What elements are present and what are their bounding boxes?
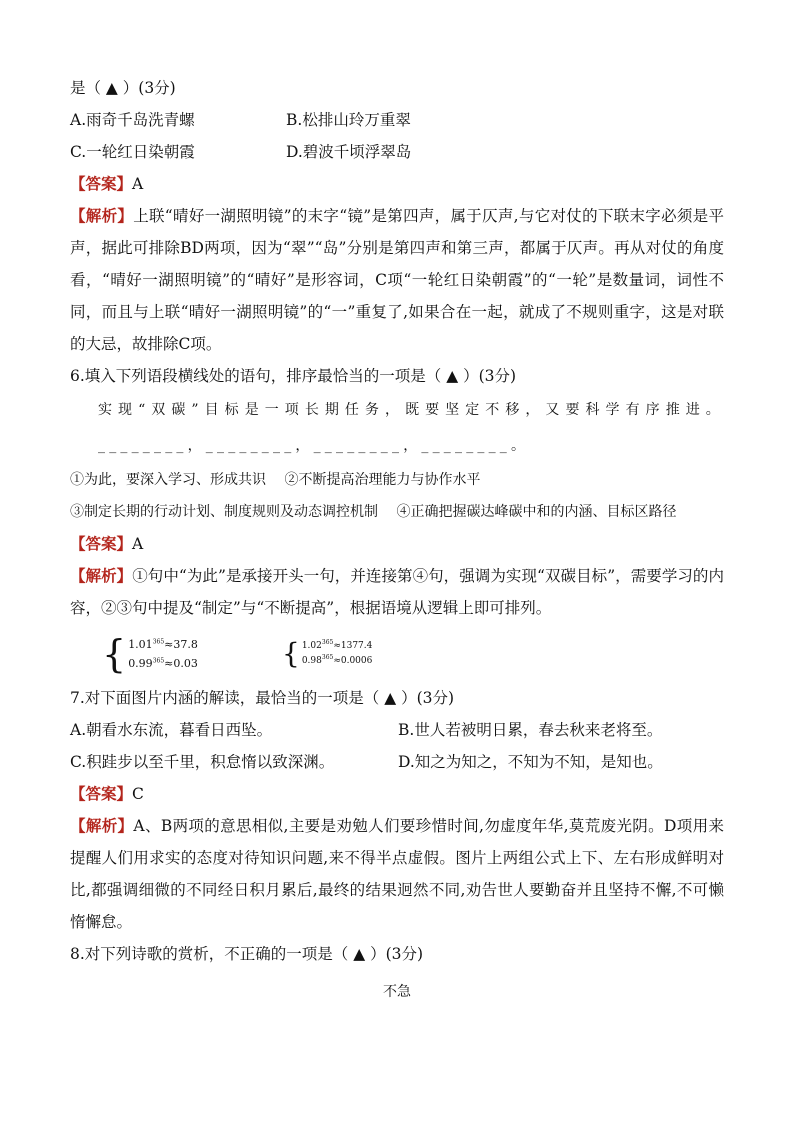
formula-left [102, 632, 282, 676]
formula-right-lines [302, 639, 373, 669]
formula-left-line-2: $0.99^{365}\approx 0.03$ [128, 657, 198, 670]
q5-options-row-2 [70, 136, 724, 168]
q6-analysis-label: 【解析】 [70, 566, 133, 585]
q7-option-c: C.积跬步以至千里，积怠惰以致深渊。 [70, 753, 335, 771]
q7-answer-label: 【答案】 [70, 784, 133, 803]
q6-answer-label: 【答案】 [70, 534, 133, 553]
formula-right [282, 639, 372, 669]
formula-left-line-1: $1.01^{365}\approx 37.8$ [128, 638, 198, 651]
q6-stem: 6.填入下列语段横线处的语句，排序最恰当的一项是（ ▲ ）(3分) [70, 367, 517, 385]
q7-option-b: B.世人若被明日累，春去秋来老将至。 [398, 721, 663, 739]
formula-left-lines [128, 635, 198, 673]
q5-stem-tail: 是（ ▲ ）(3分) [70, 79, 176, 97]
q7-answer-value: C [132, 785, 144, 803]
q7-option-d: D.知之为知之，不知为不知，是知也。 [398, 753, 663, 771]
q5-option-a: A.雨奇千岛洗青螺 [70, 111, 195, 129]
q6-analysis [70, 560, 724, 624]
formula-right-line-2: $0.98^{365}\approx 0.0006$ [301, 654, 373, 666]
q6-analysis-text: ①句中“为此”是承接开头一句，并连接第④句，强调为实现“双碳目标”，需要学习的内容，②③句中提及“制定”与“不断提高”，根据语境从逻辑上即可排列。 [70, 567, 724, 617]
q5-option-d: D.碧波千顷浮翠岛 [286, 143, 412, 161]
q5-answer-value: A [132, 175, 144, 193]
q5-options-row-1 [70, 104, 724, 136]
q6-items-line-1: ①为此，要深入学习、形成共识 ②不断提高治理能力与协作水平 [70, 472, 481, 488]
q5-option-b: B.松排山玲万重翠 [286, 111, 411, 129]
q7-stem: 7.对下面图片内涵的解读，最恰当的一项是（ ▲ ）(3分) [70, 689, 455, 707]
q5-analysis [70, 200, 724, 360]
q7-option-a: A.朝看水东流，暮看日西坠。 [70, 721, 273, 739]
q6-answer [70, 528, 724, 560]
q7-analysis [70, 810, 724, 938]
q7-options-row-2 [70, 746, 724, 778]
q7-answer [70, 778, 724, 810]
right-brace-icon: { [282, 637, 300, 670]
q6-passage: 实现“双碳”目标是一项长期任务，既要坚定不移，又要科学有序推进。________，________，________，________。 [98, 402, 724, 454]
q7-options-row-1 [70, 714, 724, 746]
q6-items-line-2: ③制定长期的行动计划、制度规则及动态调控机制 ④正确把握碳达峰碳中和的内涵、目标区路径 [70, 504, 677, 520]
q5-analysis-label: 【解析】 [70, 206, 134, 225]
formula-right-line-1: $1.02^{365}\approx 1377.4$ [301, 639, 373, 651]
formula-image [70, 628, 724, 680]
left-brace-icon: { [102, 632, 127, 676]
q6-answer-value: A [132, 535, 144, 553]
q8-poem-title: 不急 [383, 984, 411, 1000]
q5-option-c: C.一轮红日染朝霞 [70, 143, 195, 161]
q5-answer [70, 168, 724, 200]
q5-analysis-text: 上联“晴好一湖照明镜”的末字“镜”是第四声，属于仄声,与它对仗的下联末字必须是平声，据此可排除BD两项，因为“翠”“岛”分别是第四声和第三声，都属于仄声。再从对仗的角度看，“晴好一湖照明镜”的“晴好”是形容词，C项“一轮红日染朝霞”的“一轮”是数量词，词性不同，而且与上联“晴好一湖照明镜”的“一”重复了,如果合在一起，就成了不规则重字，这是对联的大忌，故排除C项。 [70, 207, 724, 353]
q7-analysis-text: A、B两项的意思相似,主要是劝勉人们要珍惜时间,勿虚度年华,莫荒废光阴。D项用来提醒人们用求实的态度对待知识问题,来不得半点虚假。图片上两组公式上下、左右形成鲜明对比,都强调细微的不同经日积月累后,最终的结果迥然不同,劝告世人要勤奋并且坚持不懈,不可懒惰懈怠。 [70, 817, 724, 931]
q8-stem: 8.对下列诗歌的赏析，不正确的一项是（ ▲ ）(3分) [70, 945, 424, 963]
q7-analysis-label: 【解析】 [70, 816, 134, 835]
q5-answer-label: 【答案】 [70, 174, 133, 193]
